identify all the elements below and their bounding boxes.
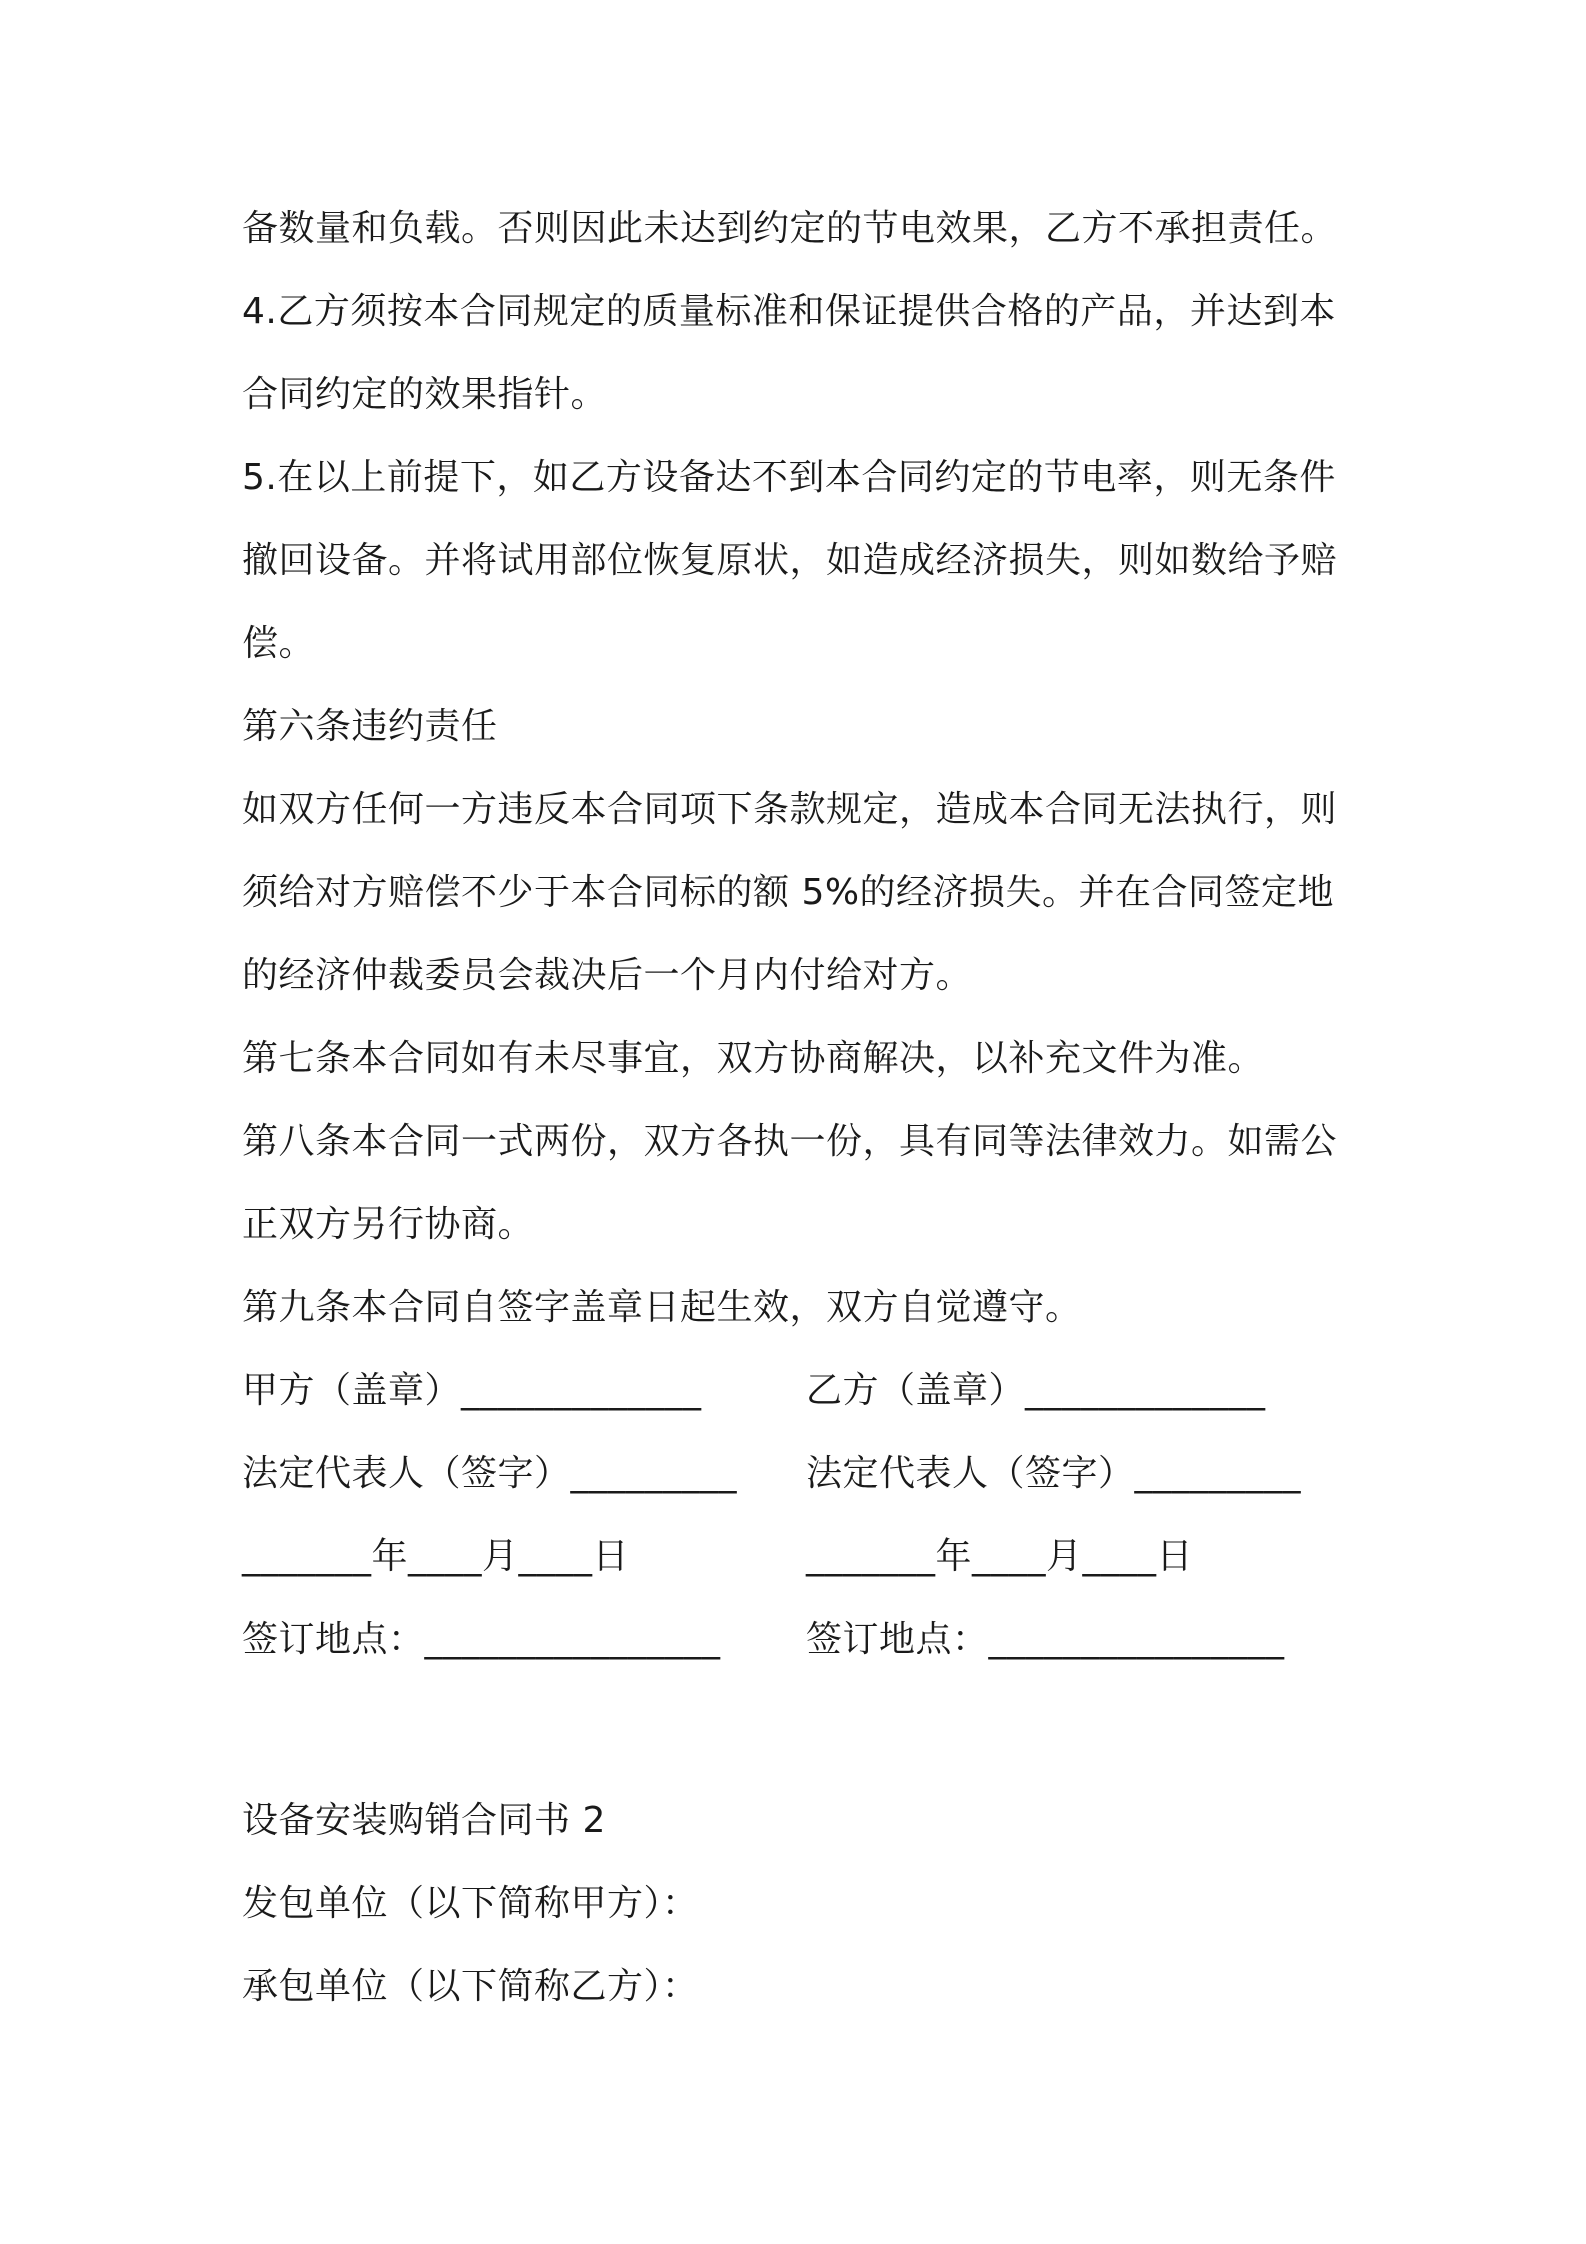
section-heading-article-6: 第六条违约责任 [242, 706, 498, 747]
party-a-representative: 法定代表人（签字）_________ [242, 1453, 738, 1494]
party-a-date: _______年____月____日 [242, 1536, 630, 1577]
body-line-8: 如双方任何一方违反本合同项下条款规定，造成本合同无法执行，则 [242, 789, 1338, 830]
party-b-seal: 乙方（盖章）_____________ [806, 1370, 1266, 1411]
body-line-5: 撤回设备。并将试用部位恢复原状，如造成经济损失，则如数给予赔 [242, 540, 1338, 581]
body-line-14: 第九条本合同自签字盖章日起生效，双方自觉遵守。 [242, 1287, 1082, 1328]
party-b-signing-place: 签订地点：________________ [806, 1619, 1285, 1660]
body-line-3: 合同约定的效果指针。 [242, 374, 608, 415]
body-line-4: 5.在以上前提下，如乙方设备达不到本合同约定的节电率，则无条件 [242, 457, 1336, 498]
second-contract-party-a: 发包单位（以下简称甲方）： [242, 1883, 699, 1924]
party-b-date: _______年____月____日 [806, 1536, 1194, 1577]
body-line-9: 须给对方赔偿不少于本合同标的额 5%的经济损失。并在合同签定地 [242, 872, 1335, 913]
party-a-seal: 甲方（盖章）_____________ [242, 1370, 702, 1411]
body-line-6: 偿。 [242, 623, 316, 664]
body-line-10: 的经济仲裁委员会裁决后一个月内付给对方。 [242, 955, 973, 996]
second-contract-title: 设备安装购销合同书 2 [242, 1800, 606, 1841]
body-line-11: 第七条本合同如有未尽事宜，双方协商解决，以补充文件为准。 [242, 1038, 1265, 1079]
body-line-13: 正双方另行协商。 [242, 1204, 535, 1245]
second-contract-party-b: 承包单位（以下简称乙方）： [242, 1966, 699, 2007]
body-line-2: 4.乙方须按本合同规定的质量标准和保证提供合格的产品，并达到本 [242, 291, 1336, 332]
body-line-12: 第八条本合同一式两份，双方各执一份，具有同等法律效力。如需公 [242, 1121, 1338, 1162]
party-b-representative: 法定代表人（签字）_________ [806, 1453, 1302, 1494]
body-line-1: 备数量和负载。否则因此未达到约定的节电效果，乙方不承担责任。 [242, 208, 1338, 249]
party-a-signing-place: 签订地点：________________ [242, 1619, 721, 1660]
